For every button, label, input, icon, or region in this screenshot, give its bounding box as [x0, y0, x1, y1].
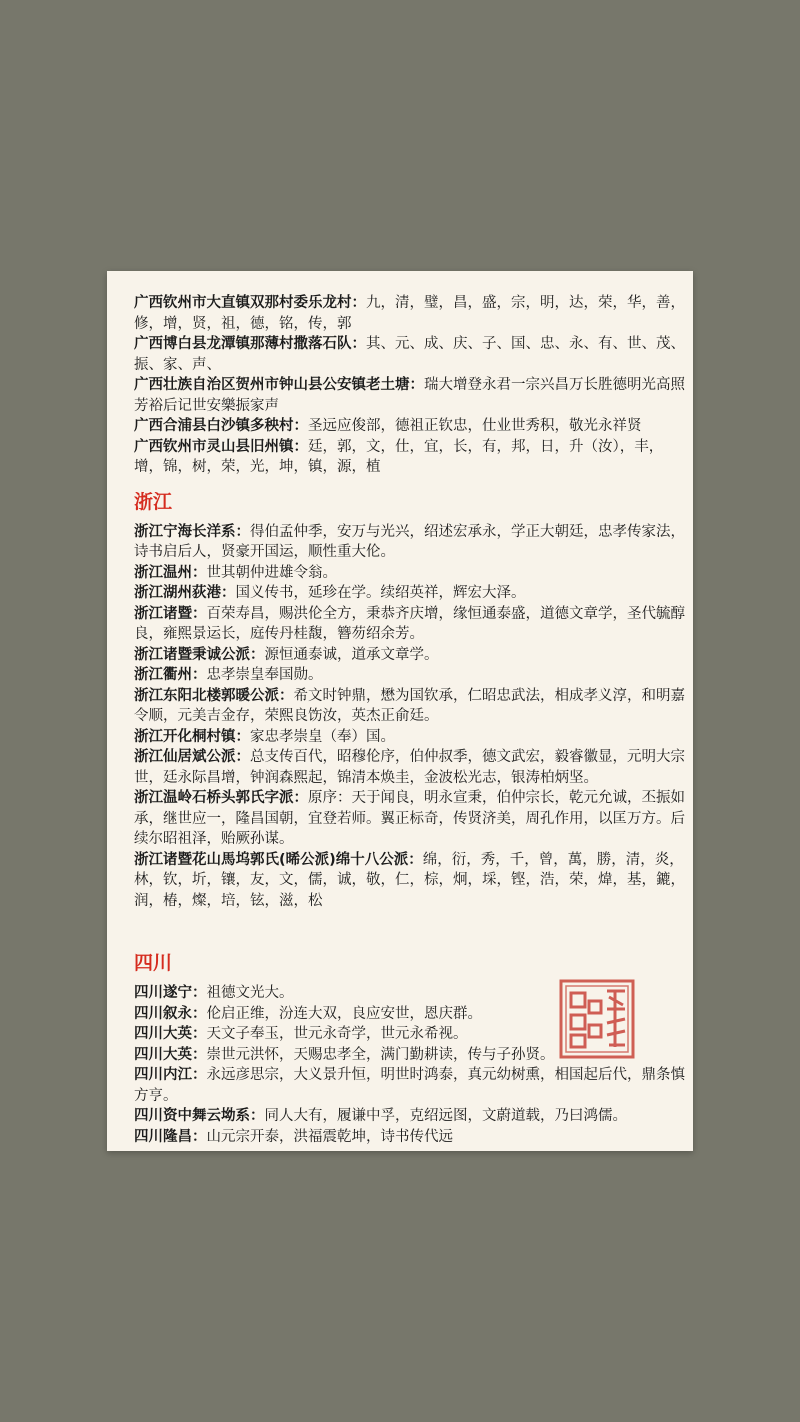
zhejiang-entry: [134, 563, 686, 584]
entry-generation-names: 家忠孝崇皇（奉）国。: [250, 728, 395, 745]
entry-place: 四川隆昌：: [134, 1128, 207, 1145]
entry-generation-names: 世其朝仲进雄令翁。: [206, 564, 337, 581]
entry-place: 浙江温岭石桥头郭氏字派：: [134, 790, 308, 806]
document-page: [107, 271, 693, 1151]
entry-place: 四川遂宁：: [134, 985, 207, 1001]
zhejiang-entry: [134, 665, 686, 686]
entry-place: 浙江衢州：: [134, 667, 207, 683]
guangxi-entry: [134, 293, 686, 334]
entry-place: 浙江诸暨花山馬坞郭氏(晞公派)绵十八公派：: [134, 851, 423, 868]
entry-place: 四川叙永：: [134, 1005, 207, 1022]
entry-place: 四川大英：: [134, 1046, 207, 1063]
entry-generation-names: 圣远应俊部，德祖正钦忠，仕业世秀积，敬光永祥贤: [308, 418, 642, 434]
entry-place: 广西合浦县白沙镇多秧村：: [134, 418, 308, 434]
entry-generation-names: 天文子奉玉，世元永奇学，世元永希视。: [206, 1026, 468, 1042]
entry-place: 浙江仙居斌公派：: [134, 749, 250, 765]
entry-generation-names: 希文时钟鼎，懋为国钦承，仁昭忠武法，相成孝义淳，和明嘉令顺，元美吉金存，荣熙良饬汝，英杰正俞廷。: [134, 687, 685, 724]
guangxi-entry: [134, 416, 686, 437]
guangxi-entry: [134, 334, 686, 375]
zhejiang-list: [134, 522, 686, 912]
guangxi-entry: [134, 437, 686, 478]
entry-generation-names: 山元宗开泰，洪福震乾坤，诗书传代远: [206, 1128, 453, 1145]
zhejiang-entry: [134, 747, 686, 788]
entry-generation-names: 百荣寿昌，赐洪伦全方，秉恭齐庆增，缘恒通泰盛，道德文章学，圣代毓醇良，雍熙景运长，庭传丹桂馥，簪芴绍余芳。: [134, 605, 685, 642]
zhejiang-entry: [134, 850, 686, 912]
entry-place: 四川大英：: [134, 1026, 207, 1042]
entry-generation-names: 其、元、成、庆、子、国、忠、永、有、世、茂、振、家、声、: [134, 336, 685, 373]
entry-generation-names: 绵，衍，秀，千，曾，萬，勝，清，炎，林，钦，圻，镶，友，文，儒，诚，敬，仁，棕，炯，埰，铿，浩，荣，煒，基，鏕，润，椿，燦，培，铉，滋，松: [134, 851, 685, 909]
guangxi-entry: [134, 375, 686, 416]
entry-generation-names: 源恒通泰诚，道承文章学。: [264, 646, 439, 663]
entry-generation-names: 瑞大增登永君一宗兴昌万长胜德明光高照芳裕后记世安樂振家声: [134, 377, 685, 414]
entry-generation-names: 总支传百代，昭穆伦序，伯仲叔季，德文武宏，毅睿徽显，元明大宗世，廷永际昌增，钟润森熙起，锦清本焕圭，金波松光志，银涛柏炳坚。: [134, 749, 685, 786]
entry-place: 广西钦州市大直镇双那村委乐龙村：: [134, 295, 366, 311]
entry-generation-names: 原序：天于闻良，明永宣秉，伯仲宗长，乾元允诚，丕振如承，继世应一，隆昌国朝，宜登若师。翼正标奇，传贤济美，周孔作用，以匡万方。后续尔昭祖泽，贻厥孙谋。: [134, 790, 685, 847]
red-seal-stamp: [559, 979, 635, 1059]
zhejiang-entry: [134, 788, 686, 850]
entry-generation-names: 廷，郭，文，仕，宜，长，有，邦，日，升（汝），丰，增，锦，树，荣，光，坤，镇，源，植: [134, 438, 664, 475]
entry-generation-names: 永远彦思宗，大义景升恒，明世时鸿泰，真元幼树熏，相国起后代，鼎条慎方亨。: [134, 1067, 685, 1104]
zhejiang-entry: [134, 604, 686, 645]
entry-place: 浙江东阳北楼郭暖公派：: [134, 687, 294, 704]
entry-place: 四川资中舞云坳系：: [134, 1108, 265, 1124]
sichuan-entry: [134, 1065, 686, 1106]
entry-generation-names: 国义传书，延珍在学。续绍英祥，辉宏大泽。: [235, 585, 526, 601]
entry-place: 四川内江：: [134, 1067, 207, 1083]
entry-place: 浙江诸暨秉诚公派：: [134, 646, 265, 663]
entry-generation-names: 伦启正维，汾连大双，良应安世，恩庆群。: [206, 1005, 482, 1022]
zhejiang-entry: [134, 583, 686, 604]
section-title-sichuan: 四川: [134, 952, 173, 974]
zhejiang-entry: [134, 686, 686, 727]
zhejiang-entry: [134, 522, 686, 563]
sichuan-entry: [134, 1106, 686, 1127]
entry-generation-names: 崇世元洪怀，天赐忠孝全，满门勤耕读，传与子孙贤。: [206, 1046, 555, 1063]
zhejiang-entry: [134, 727, 686, 748]
entry-generation-names: 九，清，璧，昌，盛，宗，明，达，荣，华，善，修，增，贤，祖，德，铭，传，郭: [134, 295, 685, 332]
entry-generation-names: 同人大有，履谦中孚，克绍远图，文蔚道载，乃曰鸿儒。: [264, 1108, 627, 1124]
entry-place: 浙江诸暨：: [134, 605, 207, 622]
entry-place: 广西钦州市灵山县旧州镇：: [134, 438, 308, 455]
entry-place: 广西壮族自治区贺州市钟山县公安镇老土塘：: [134, 377, 424, 393]
entry-place: 浙江湖州荻港：: [134, 585, 236, 601]
section-title-zhejiang: 浙江: [134, 490, 173, 513]
entry-generation-names: 忠孝崇皇奉国勋。: [206, 667, 323, 683]
zhejiang-entry: [134, 645, 686, 666]
entry-place: 浙江宁海长洋系：: [134, 523, 250, 540]
entry-generation-names: 得伯孟仲季，安万与光兴，绍述宏承永，学正大朝廷，忠孝传家法，诗书启后人，贤豪开国运，顺性重大伦。: [134, 523, 685, 560]
entry-place: 浙江温州：: [134, 564, 207, 581]
entry-place: 浙江开化桐村镇：: [134, 728, 250, 745]
entry-generation-names: 祖德文光大。: [206, 985, 294, 1001]
sichuan-entry: [134, 1127, 686, 1148]
entry-place: 广西博白县龙潭镇那薄村撒落石队：: [134, 336, 366, 352]
guangxi-list: [134, 293, 686, 478]
